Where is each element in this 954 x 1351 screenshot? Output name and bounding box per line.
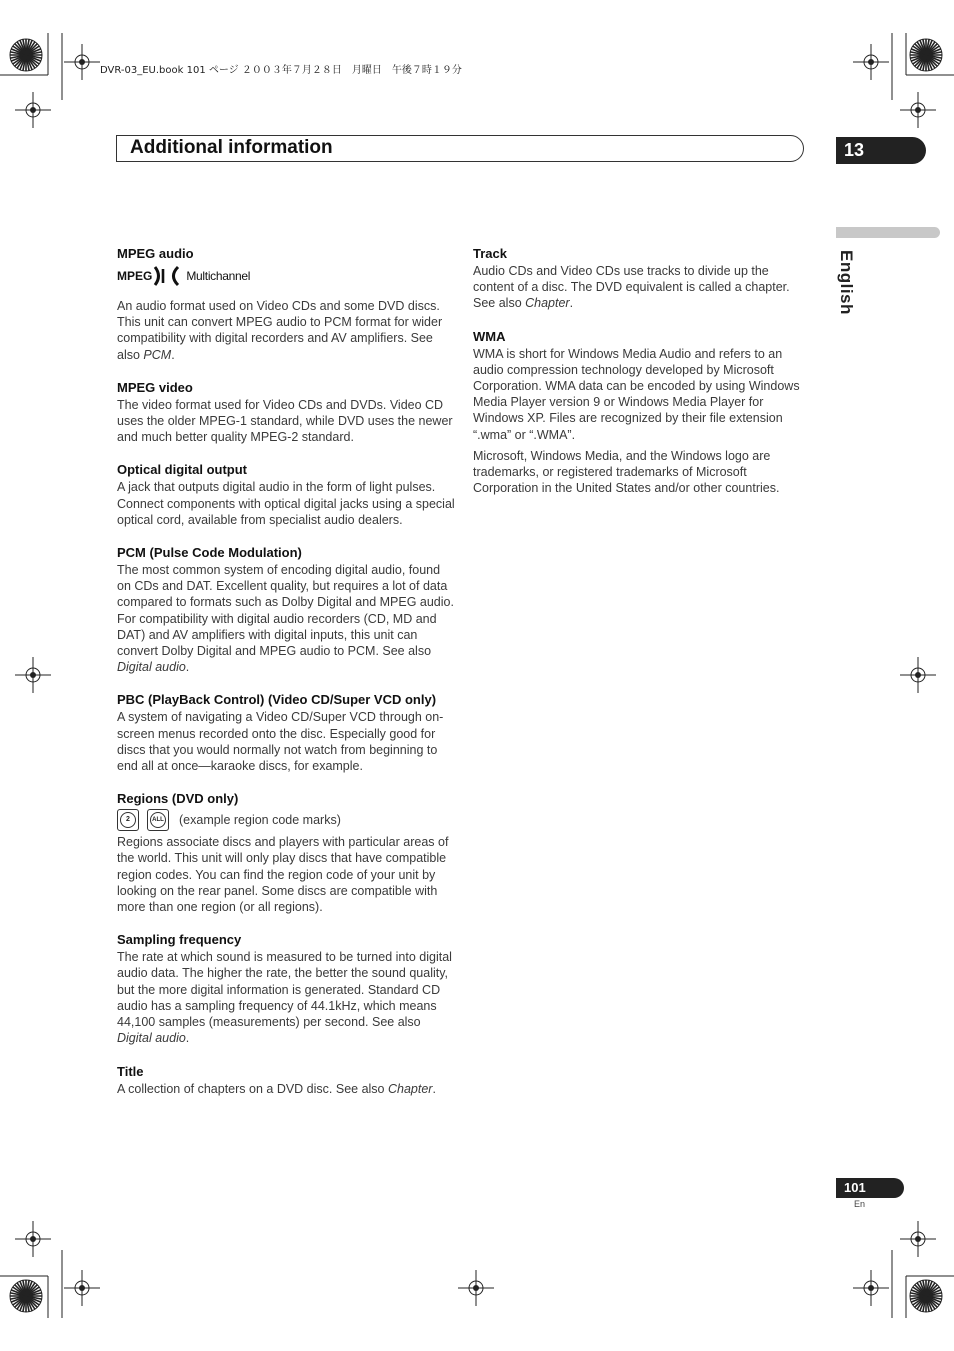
entry-heading: Optical digital output (117, 462, 247, 478)
entry-body: The rate at which sound is measured to be turned into digital audio data. The higher the rate, the better the sound quality, but the more digital information is generated. Standard CD audio has a sampling frequency of 44.1kHz, which means 44,100 samples (measurements) per second. See also Digital audio. (117, 950, 452, 1046)
entry-heading: Regions (DVD only) (117, 791, 239, 807)
entry-heading: MPEG audio (117, 246, 194, 261)
logo-mpeg-text: MPEG (117, 268, 153, 283)
region-marks-caption: (example region code marks) (179, 813, 341, 828)
entry-title (117, 1063, 457, 1097)
region-marks-row (117, 809, 457, 831)
entry-body: The video format used for Video CDs and DVDs. Video CD uses the older MPEG-1 standard, while DVD uses the newer and much better quality MPEG-2 standard. (117, 397, 453, 445)
entry-pcm (117, 544, 457, 675)
entry-optical-digital-output (117, 461, 457, 528)
right-column (473, 245, 809, 512)
entry-heading: PBC (PlayBack Control) (Video CD/Super VCD only) (117, 692, 437, 708)
printer-info-line: DVR-03_EU.book 101 ページ ２００３年７月２８日 月曜日 午後７時１９分 (100, 65, 462, 76)
entry-heading: Sampling frequency (117, 932, 242, 948)
cross-reference: Chapter (387, 1081, 433, 1096)
page-language-code: En (854, 1199, 866, 1209)
entry-heading: MPEG video (117, 379, 193, 395)
entry-heading: PCM (Pulse Code Modulation) (117, 545, 302, 561)
entry-sampling-frequency (117, 931, 457, 1046)
entry-wma (473, 328, 809, 497)
entry-mpeg-audio (117, 245, 457, 363)
language-tab-bar (836, 227, 940, 238)
entry-heading: WMA (473, 328, 506, 344)
entry-body: Audio CDs and Video CDs use tracks to divide up the content of a disc. The DVD equivalent is called a chapter. See also Chapter. (473, 264, 790, 311)
entry-pbc (117, 691, 457, 774)
page-number: 101 (836, 1178, 904, 1198)
trademark-notice: Microsoft, Windows Media, and the Windows logo are trademarks, or registered trademarks of Microsoft Corporation in the United States and/or other countries. (473, 448, 780, 496)
region-mark-all-icon: ALL (147, 809, 169, 831)
entry-heading: Track (473, 246, 507, 261)
entry-body: Regions associate discs and players with particular areas of the world. This unit will only play discs that have compatible region codes. You can find the region code of your unit by looking on the rear panel. Some discs are compatible with more than one region (or all regions). (117, 835, 449, 915)
entry-regions (117, 790, 457, 915)
entry-body: A collection of chapters on a DVD disc. See also Chapter. (117, 1081, 436, 1096)
cross-reference: Digital audio (117, 660, 186, 675)
entry-mpeg-video (117, 379, 457, 446)
mpeg-multichannel-logo (117, 263, 457, 289)
language-tab-label: English (837, 250, 856, 315)
cross-reference: Chapter (525, 296, 570, 311)
chapter-number-badge: 13 (836, 137, 926, 164)
left-column (117, 245, 457, 1113)
entry-heading: Title (117, 1063, 144, 1079)
cross-reference: PCM (143, 347, 172, 362)
cross-reference: Digital audio (117, 1031, 186, 1046)
region-mark-2-icon: 2 (117, 809, 139, 831)
entry-body: The most common system of encoding digital audio, found on CDs and DAT. Excellent quality, but requires a lot of data compared to formats such as Dolby Digital and MPEG audio. For compatibility with digital audio recorders (CD, MD and DAT) and AV amplifiers with digital inputs, this unit can convert Dolby Digital and MPEG audio to PCM. See also Digital audio. (117, 563, 454, 675)
multichannel-swoosh-icon (152, 265, 182, 287)
entry-body: An audio format used on Video CDs and some DVD discs. This unit can convert MPEG audio to PCM format for wider compatibility with digital recorders and AV amplifiers. See also PCM. (117, 299, 443, 362)
logo-multichannel-text: Multichannel (186, 268, 251, 283)
entry-body: WMA is short for Windows Media Audio and refers to an audio compression technology developed by Microsoft Corporation. WMA data can be encoded by using Windows Media Player version 9 or Windows Media Player for Windows XP. Files are recognized by their file extension “.wma” or “.WMA”. (473, 346, 800, 442)
entry-body: A system of navigating a Video CD/Super VCD through on-screen menus recorded onto the disc. Especially good for discs that you would normally not watch from beginning to end all at once—karaoke discs, for example. (117, 710, 444, 774)
entry-body: A jack that outputs digital audio in the form of light pulses. Connect components with optical digital jacks using a special optical cord, available from specialist audio dealers. (117, 480, 455, 527)
entry-track (473, 245, 809, 312)
chapter-title: Additional information (130, 137, 333, 158)
